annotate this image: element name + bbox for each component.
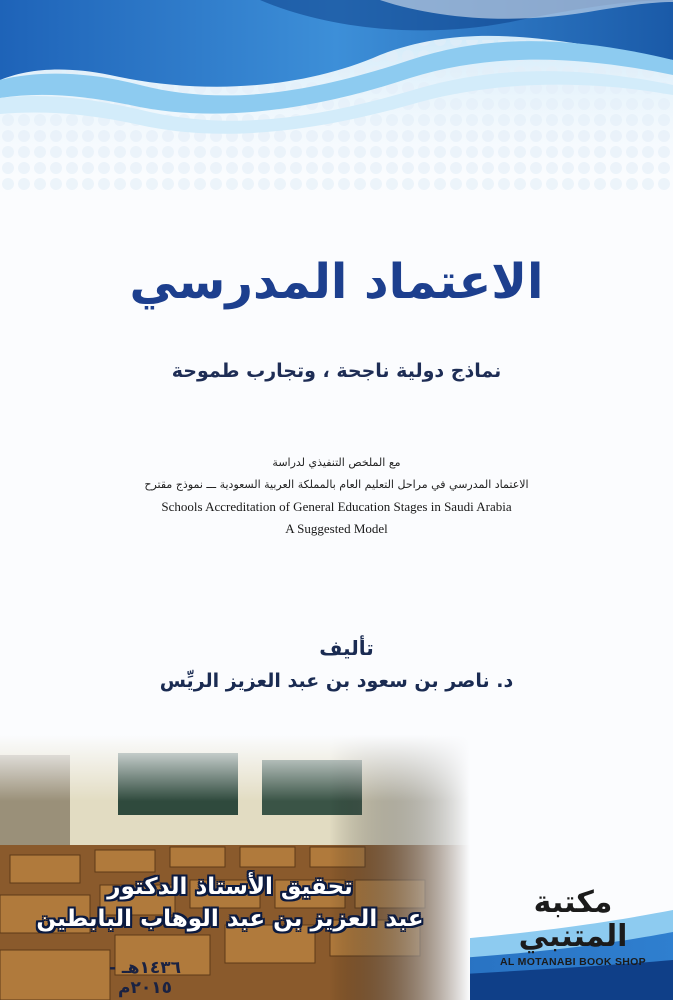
summary-block (0, 452, 673, 540)
edition-date: ١٤٣٦هـ - ٢٠١٥م (108, 958, 182, 998)
classroom-photo (0, 735, 470, 1000)
author-name: د. ناصر بن سعود بن عبد العزيز الريِّس (159, 670, 514, 692)
summary-line-english-subtitle: A Suggested Model (285, 521, 388, 536)
summary-line-intro: مع الملخص التنفيذي لدراسة (272, 456, 401, 469)
publisher-logo (488, 886, 658, 968)
editor-label: تحقيق الأستاذ الدكتور (107, 874, 353, 900)
publisher-name-english: AL MOTANABI BOOK SHOP (500, 956, 646, 968)
summary-line-english-title: Schools Accreditation of General Education Stages in Saudi Arabia (161, 499, 512, 514)
book-subtitle: نماذج دولية ناجحة ، وتجارب طموحة (171, 360, 502, 382)
publisher-name-arabic: مكتبة المتنبي (518, 885, 628, 954)
author-label: تأليف (319, 636, 374, 660)
editor-name: عبد العزيز بن عبد الوهاب البابطين (36, 906, 424, 932)
top-wave-decoration (0, 0, 673, 215)
summary-line-study-title: الاعتماد المدرسي في مراحل التعليم العام بالمملكة العربية السعودية ـــ نموذج مقترح (144, 478, 529, 491)
book-title: الاعتماد المدرسي (129, 254, 544, 311)
